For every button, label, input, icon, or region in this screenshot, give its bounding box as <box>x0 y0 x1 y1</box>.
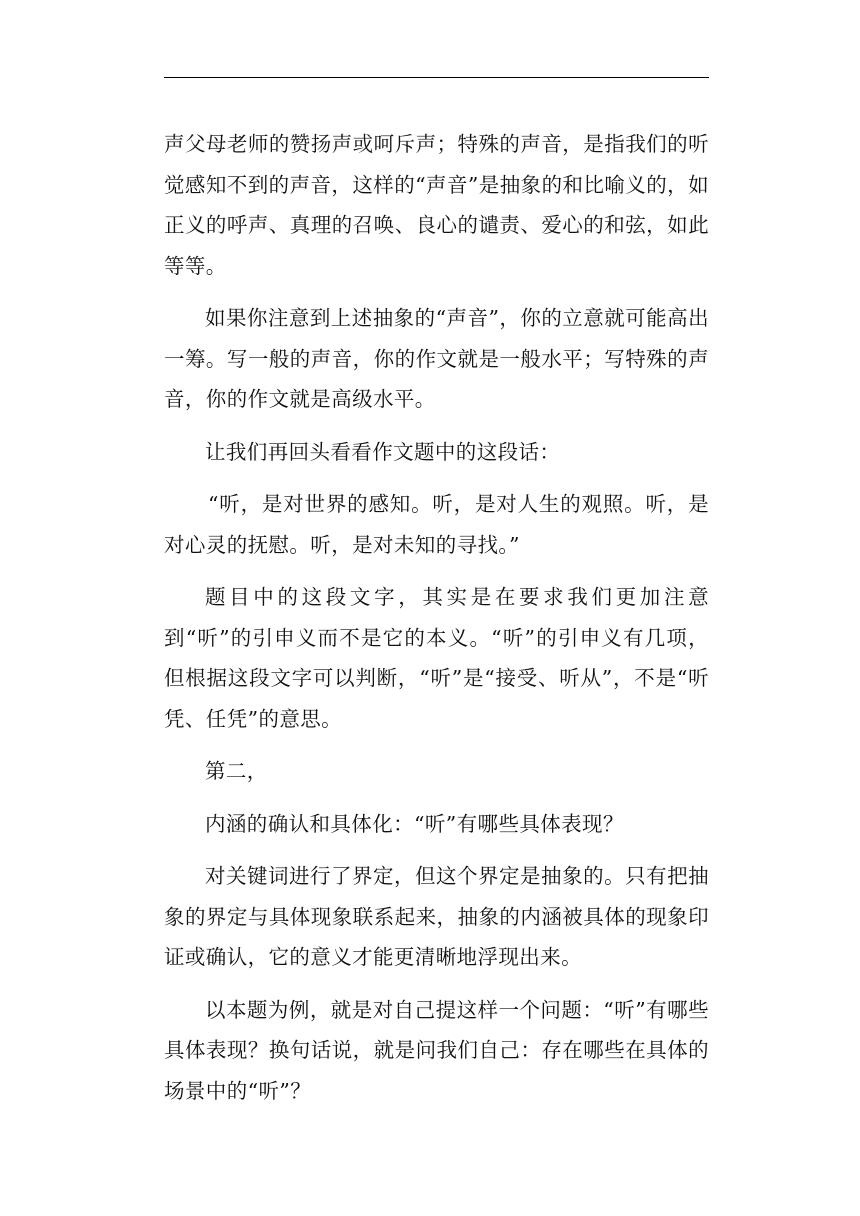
paragraph-8: 对关键词进行了界定，但这个界定是抽象的。只有把抽象的界定与具体现象联系起来，抽象的内涵被具体的现象印证或确认，它的意义才能更清晰地浮现出来。 <box>164 864 709 969</box>
paragraph-9: 以本题为例，就是对自己提这样一个问题：“听”有哪些具体表现？换句话说，就是问我们自己：存在哪些在具体的场景中的“听”？ <box>164 997 709 1103</box>
section-heading-second: 第二， <box>205 759 268 783</box>
paragraph-3: 让我们再回头看看作文题中的这段话： <box>205 439 561 464</box>
document-body <box>164 124 709 1123</box>
header-rule <box>164 77 709 78</box>
paragraph-5: 题目中的这段文字，其实是在要求我们更加注意到“听”的引申义而不是它的本义。“听”的引申义有几项，但根据这段文字可以判断，“听”是“接受、听从”，不是“听凭、任凭”的意思。 <box>164 585 709 731</box>
paragraph-2: 如果你注意到上述抽象的“声音”，你的立意就可能高出一筹。写一般的声音，你的作文就是一般水平；写特殊的声音，你的作文就是高级水平。 <box>164 306 709 411</box>
section-subheading: 内涵的确认和具体化：“听”有哪些具体表现？ <box>205 811 624 836</box>
paragraph-1: 声父母老师的赞扬声或呵斥声；特殊的声音，是指我们的听觉感知不到的声音，这样的“声音”是抽象的和比喻义的，如正义的呼声、真理的召唤、良心的谴责、爱心的和弦，如此等等。 <box>164 132 709 278</box>
quote-paragraph: “听，是对世界的感知。听，是对人生的观照。听，是对心灵的抚慰。听，是对未知的寻找。” <box>164 492 709 557</box>
